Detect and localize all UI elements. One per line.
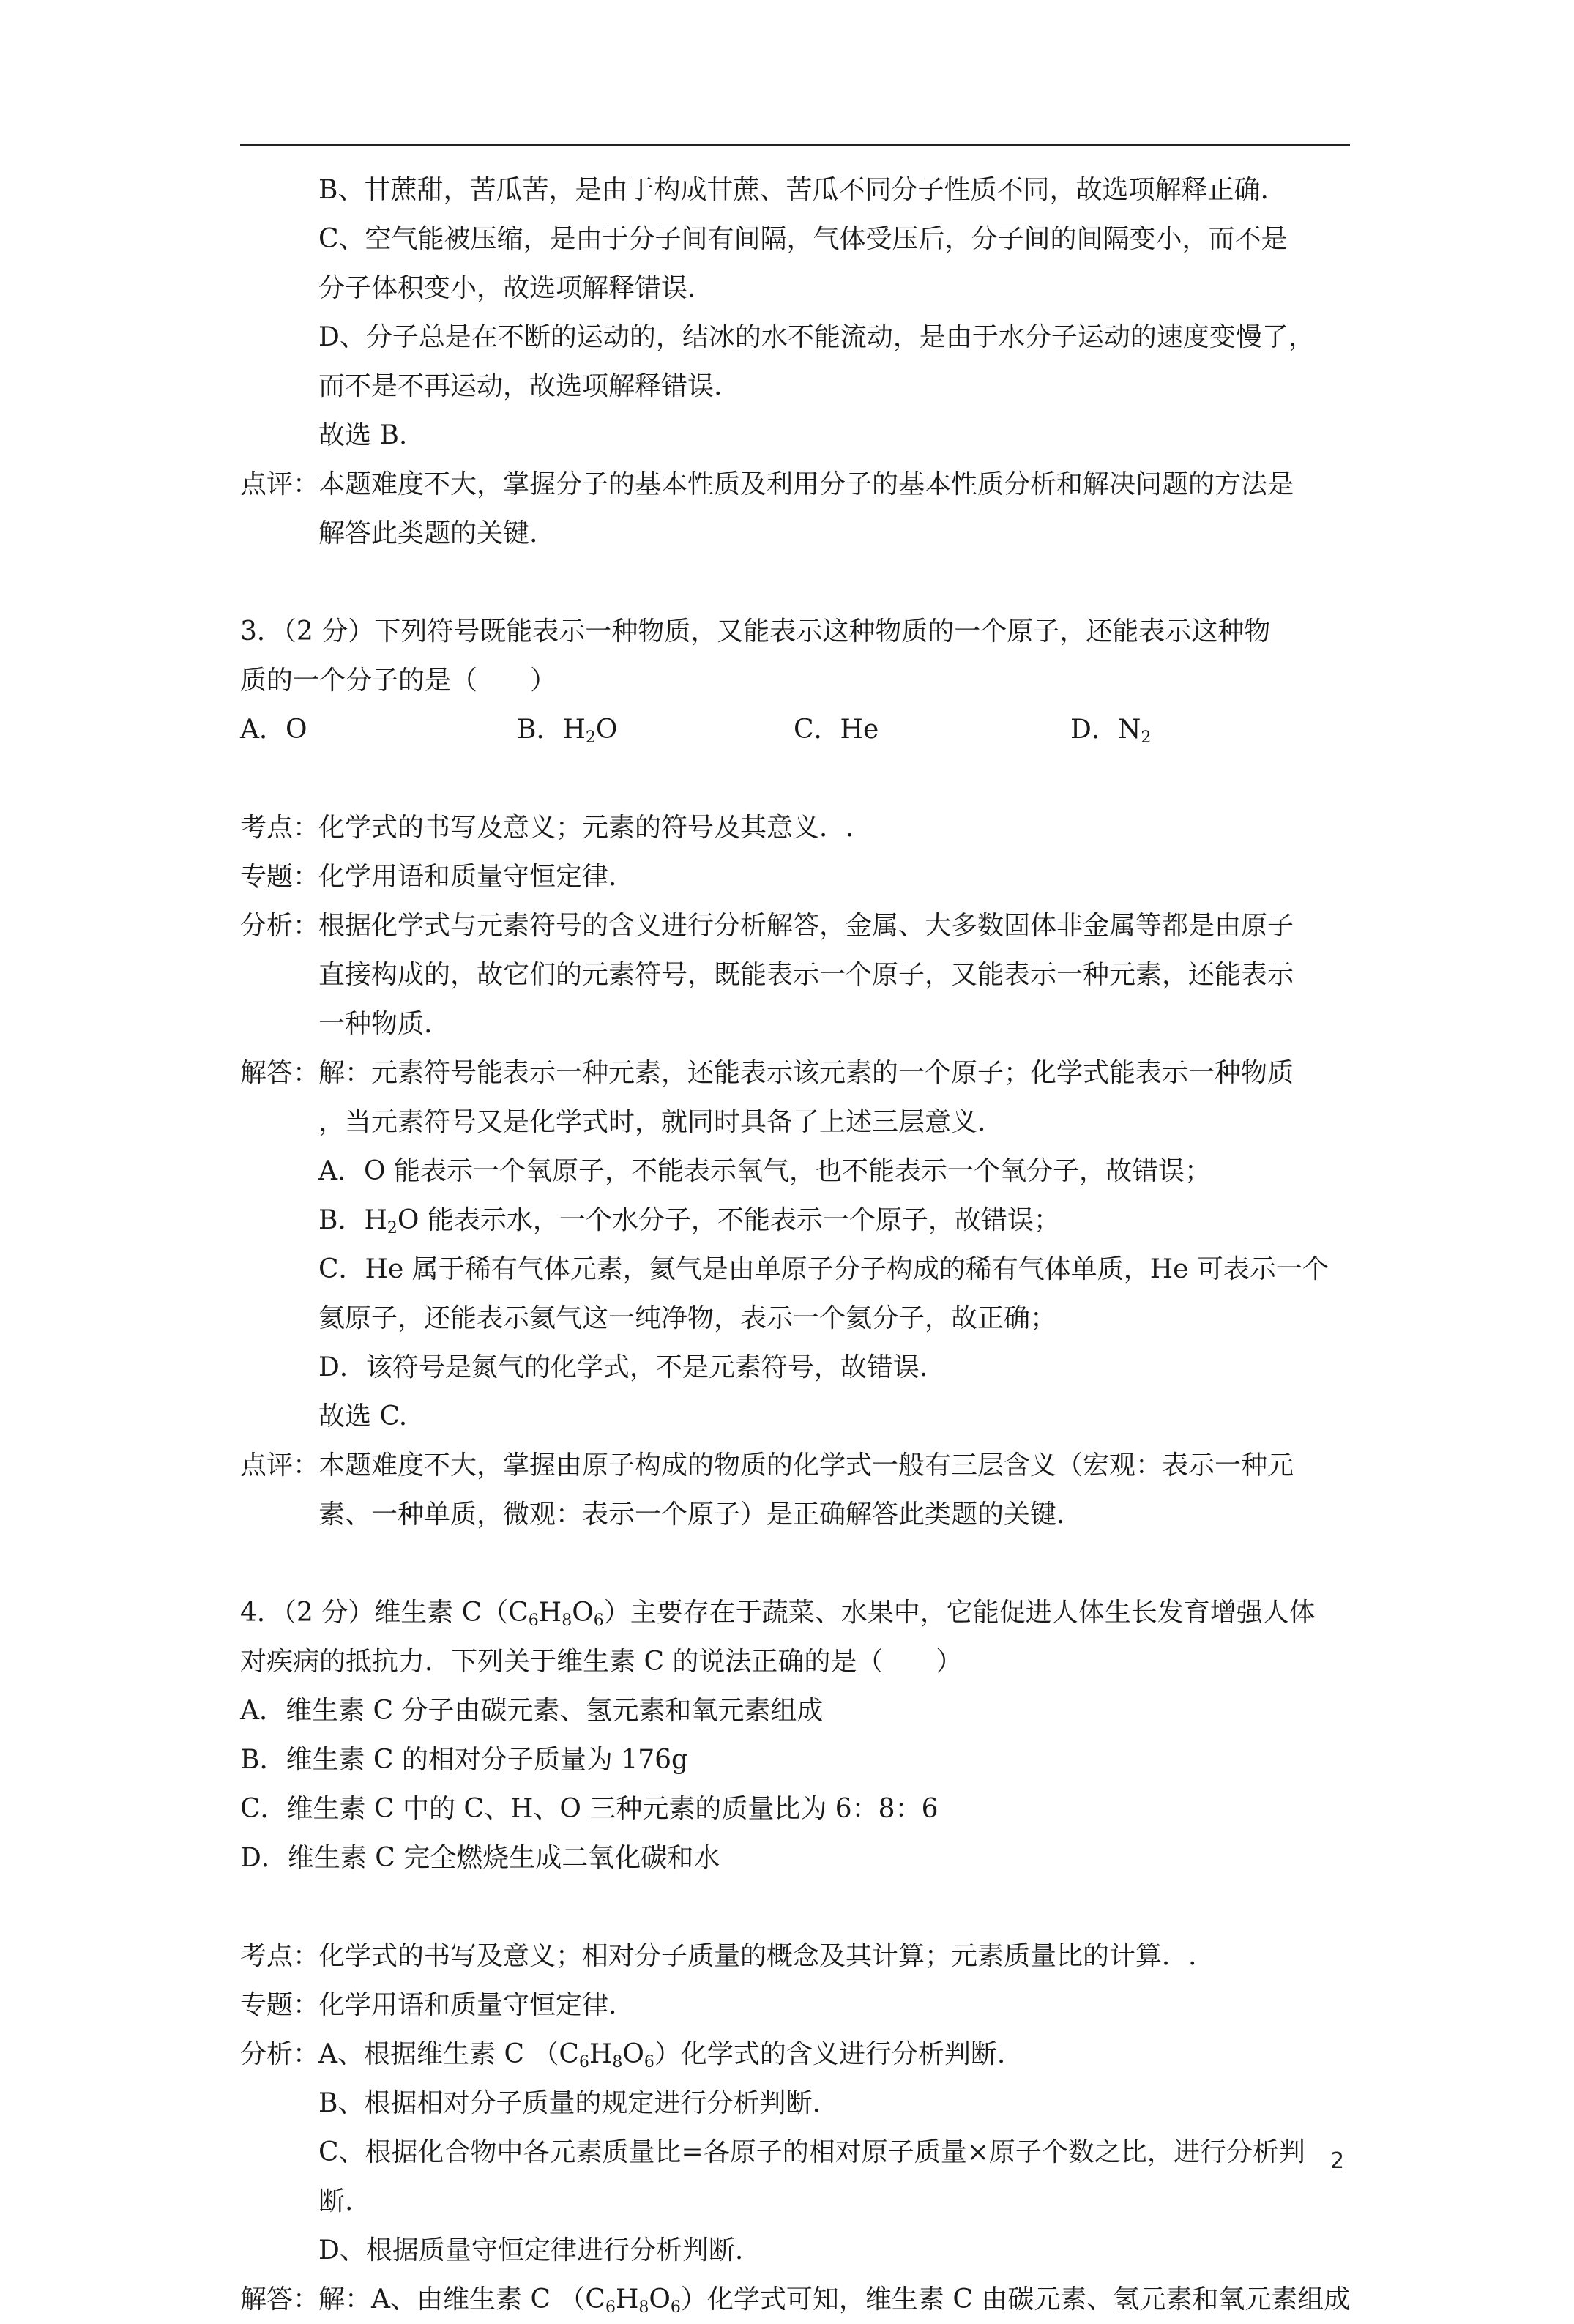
- q3-option-c: C．He: [794, 715, 879, 745]
- jieda-label: 解答：: [240, 2284, 320, 2314]
- q3-comment-cont: 素、一种单质，微观：表示一个原子）是正确解答此类题的关键.: [318, 1500, 1065, 1530]
- q3-jieda: [240, 1049, 1368, 1098]
- fenxi-text-a: A、根据维生素 C $(C_6H_8O_6)$化学式的含义进行分析判断.: [318, 2039, 1006, 2071]
- q4-stem: 4．（2 分）维生素 $C(C_6H_8O_6)$主要存在于蔬菜、水果中，它能促进人体生长发育增强人体: [240, 1598, 1316, 1630]
- kaodian-text: 化学式的书写及意义；相对分子质量的概念及其计算；元素质量比的计算．.: [318, 1941, 1197, 1971]
- zhuanti-text: 化学用语和质量守恒定律.: [318, 862, 617, 892]
- jieda-label: 解答：: [240, 1058, 320, 1088]
- kaodian-label: 考点：: [240, 1941, 320, 1971]
- q3-jieda-b: B．$H_2O$ 能表示水，一个水分子，不能表示一个原子，故错误；: [318, 1205, 1060, 1237]
- zhuanti-label: 专题：: [240, 1990, 320, 2020]
- q3-options: [240, 705, 1368, 754]
- q3-fenxi-cont-1: 直接构成的，故它们的元素符号，既能表示一个原子，又能表示一种元素，还能表示: [318, 960, 1294, 990]
- q3-kaodian: [240, 803, 1368, 852]
- q4-fenxi-b: B、根据相对分子质量的规定进行分析判断.: [318, 2088, 821, 2118]
- comment-text: 本题难度不大，掌握由原子构成的物质的化学式一般有三层含义（宏观：表示一种元: [318, 1450, 1294, 1481]
- q3-jieda-cont: ，当元素符号又是化学式时，就同时具备了上述三层意义.: [318, 1107, 986, 1137]
- q4-option-a: A．维生素 C 分子由碳元素、氢元素和氧元素组成: [240, 1696, 824, 1726]
- q2-option-c-explanation-cont: 分子体积变小，故选项解释错误.: [318, 273, 696, 303]
- q3-option-a: A．O: [240, 715, 307, 745]
- comment-label: 点评：: [240, 1450, 320, 1481]
- q4-option-c: C．维生素 C 中的 C、H、O 三种元素的质量比为 6：8：6: [240, 1794, 939, 1824]
- q2-comment-cont: 解答此类题的关键.: [318, 518, 538, 548]
- zhuanti-text: 化学用语和质量守恒定律.: [318, 1990, 617, 2020]
- fenxi-label: 分析：: [240, 911, 320, 941]
- q3-jieda-d: D．该符号是氮气的化学式，不是元素符号，故错误.: [318, 1352, 928, 1382]
- q3-jieda-c-cont: 氦原子，还能表示氦气这一纯净物，表示一个氦分子，故正确；: [318, 1303, 1057, 1333]
- q2-option-d-explanation: D、分子总是在不断的运动的，结冰的水不能流动，是由于水分子运动的速度变慢了，: [318, 322, 1315, 352]
- fenxi-text: 根据化学式与元素符号的含义进行分析解答，金属、大多数固体非金属等都是由原子: [318, 911, 1294, 941]
- q3-option-b: B．$H_2O$: [517, 715, 618, 747]
- q4-fenxi-c-cont: 断.: [318, 2186, 354, 2216]
- q4-kaodian: [240, 1932, 1368, 1981]
- q2-option-b-explanation: B、甘蔗甜，苦瓜苦，是由于构成甘蔗、苦瓜不同分子性质不同，故选项解释正确.: [318, 175, 1269, 205]
- q2-comment: [240, 460, 1368, 509]
- q3-zhuanti: [240, 852, 1368, 901]
- page-number: 2: [1330, 2148, 1345, 2174]
- q2-option-c-explanation: C、空气能被压缩，是由于分子间有间隔，气体受压后，分子间的间隔变小，而不是: [318, 224, 1288, 254]
- fenxi-label: 分析：: [240, 2039, 320, 2069]
- q4-zhuanti: [240, 1981, 1368, 2030]
- jieda-text: 解：A、由维生素 C $(C_6H_8O_6)$化学式可知，维生素 C 由碳元素、氢元素和氧元素组成: [318, 2284, 1351, 2317]
- q3-fenxi: [240, 901, 1368, 950]
- q4-option-b: B．维生素 C 的相对分子质量为 176g: [240, 1745, 689, 1775]
- q3-stem: 3．（2 分）下列符号既能表示一种物质，又能表示这种物质的一个原子，还能表示这种物: [240, 617, 1271, 647]
- q4-fenxi-c: C、根据化合物中各元素质量比=各原子的相对原子质量×原子个数之比，进行分析判: [318, 2137, 1305, 2167]
- comment-text: 本题难度不大，掌握分子的基本性质及利用分子的基本性质分析和解决问题的方法是: [318, 469, 1294, 499]
- q3-jieda-a: A．O 能表示一个氧原子，不能表示氧气，也不能表示一个氧分子，故错误；: [318, 1156, 1211, 1186]
- q2-option-d-explanation-cont: 而不是不再运动，故选项解释错误.: [318, 371, 723, 401]
- comment-label: 点评：: [240, 469, 320, 499]
- kaodian-text: 化学式的书写及意义；元素的符号及其意义．.: [318, 813, 854, 843]
- header-rule: [240, 144, 1350, 146]
- q3-answer: 故选 C.: [318, 1401, 408, 1431]
- jieda-text: 解：元素符号能表示一种元素，还能表示该元素的一个原子；化学式能表示一种物质: [318, 1058, 1294, 1088]
- page-content: [240, 165, 1368, 2324]
- q4-fenxi-d: D、根据质量守恒定律进行分析判断.: [318, 2235, 744, 2265]
- q4-fenxi: [240, 2030, 1368, 2079]
- q4-option-d: D．维生素 C 完全燃烧生成二氧化碳和水: [240, 1843, 720, 1873]
- q2-answer: 故选 B.: [318, 420, 408, 450]
- q3-stem-cont: 质的一个分子的是（ ）: [240, 666, 557, 696]
- zhuanti-label: 专题：: [240, 862, 320, 892]
- kaodian-label: 考点：: [240, 813, 320, 843]
- q4-jieda: [240, 2275, 1368, 2324]
- q3-option-d: D．$N_2$: [1070, 715, 1152, 747]
- q3-comment: [240, 1441, 1368, 1490]
- q4-stem-cont: 对疾病的抵抗力．下列关于维生素 C 的说法正确的是（ ）: [240, 1647, 963, 1677]
- q3-jieda-c: C．He 属于稀有气体元素，氦气是由单原子分子构成的稀有气体单质，He 可表示一个: [318, 1254, 1329, 1284]
- q3-fenxi-cont-2: 一种物质.: [318, 1009, 433, 1039]
